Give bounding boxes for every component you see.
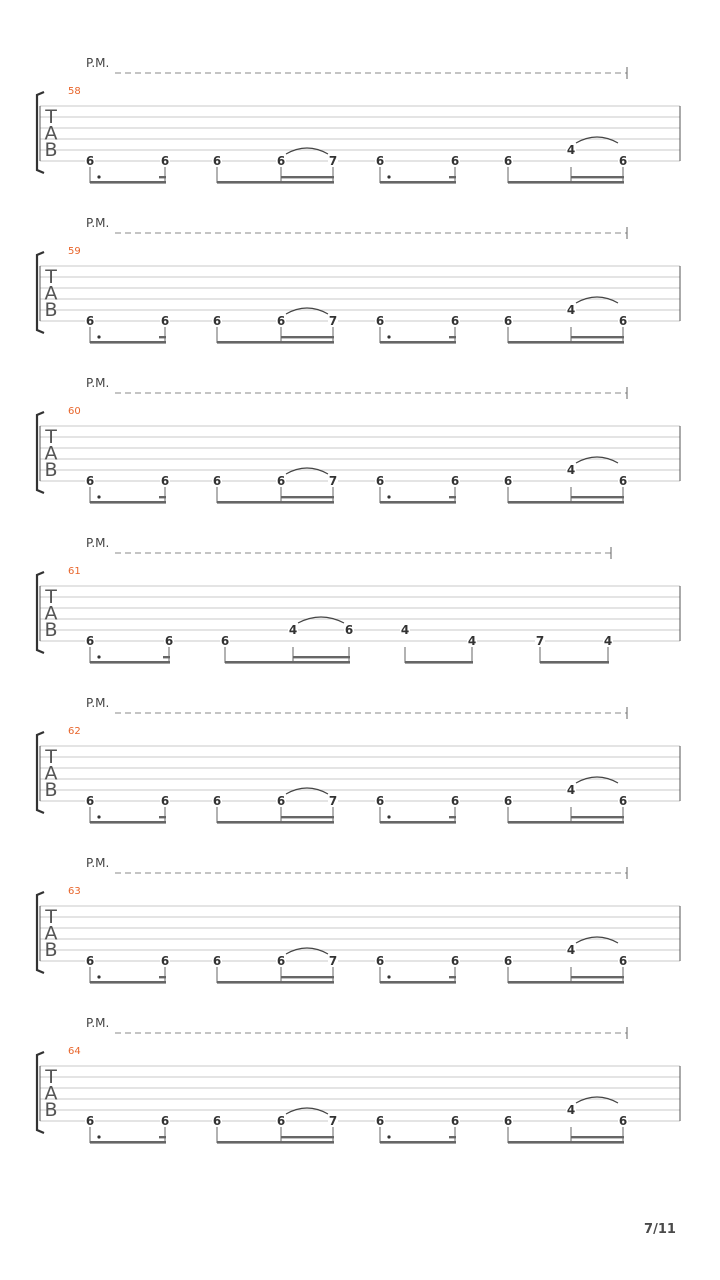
rhythm-dot <box>387 815 390 818</box>
beam-hook <box>159 976 166 978</box>
palm-mute-label: P.M. <box>86 216 110 230</box>
slur <box>286 148 328 154</box>
slur <box>286 788 328 794</box>
fret-number: 6 <box>85 794 95 808</box>
fret-number: 7 <box>535 634 545 648</box>
palm-mute-label: P.M. <box>86 696 110 710</box>
fret-number: 4 <box>566 463 576 477</box>
tab-clef-t: T <box>45 586 57 608</box>
fret-number: 6 <box>375 954 385 968</box>
rhythm-dot <box>387 175 390 178</box>
fret-number: 6 <box>160 1114 170 1128</box>
fret-number: 6 <box>450 1114 460 1128</box>
beam-hook <box>449 1136 456 1138</box>
fret-number: 6 <box>450 154 460 168</box>
fret-number: 4 <box>288 623 298 637</box>
fret-number: 6 <box>85 1114 95 1128</box>
fret-number: 6 <box>85 474 95 488</box>
fret-number: 6 <box>212 474 222 488</box>
beam <box>90 661 170 664</box>
tab-clef-b: B <box>44 139 58 161</box>
palm-mute-label: P.M. <box>86 856 110 870</box>
fret-number: 6 <box>503 794 513 808</box>
secondary-beam <box>293 656 350 658</box>
secondary-beam <box>571 176 624 178</box>
palm-mute-label: P.M. <box>86 536 110 550</box>
secondary-beam <box>571 816 624 818</box>
rhythm-dot <box>97 495 100 498</box>
tab-system-62 <box>37 696 680 824</box>
fret-number: 4 <box>603 634 613 648</box>
tab-clef-a: A <box>44 282 58 305</box>
beam <box>380 1141 456 1144</box>
fret-number: 6 <box>276 1114 286 1128</box>
beam <box>508 1141 624 1144</box>
fret-number: 6 <box>503 1114 513 1128</box>
slur <box>286 468 328 474</box>
palm-mute-label: P.M. <box>86 56 110 70</box>
slur <box>286 948 328 954</box>
measure-number: 63 <box>68 886 81 897</box>
fret-number: 4 <box>467 634 477 648</box>
fret-number: 6 <box>618 474 628 488</box>
palm-mute-label: P.M. <box>86 1016 110 1030</box>
measure-number: 64 <box>68 1046 81 1057</box>
tab-clef-b: B <box>44 619 58 641</box>
palm-mute-label: P.M. <box>86 376 110 390</box>
rhythm-dot <box>387 495 390 498</box>
beam-hook <box>449 336 456 338</box>
slur <box>576 137 618 143</box>
fret-number: 6 <box>375 154 385 168</box>
beam <box>508 501 624 504</box>
beam-hook <box>163 656 170 658</box>
beam-hook <box>159 176 166 178</box>
fret-number: 6 <box>276 154 286 168</box>
fret-number: 7 <box>328 954 338 968</box>
rhythm-dot <box>387 335 390 338</box>
beam-hook <box>449 496 456 498</box>
measure-number: 61 <box>68 566 81 577</box>
fret-number: 6 <box>160 794 170 808</box>
slur <box>286 308 328 314</box>
fret-number: 6 <box>344 623 354 637</box>
beam <box>508 341 624 344</box>
beam-hook <box>449 176 456 178</box>
fret-number: 6 <box>212 794 222 808</box>
slur <box>298 617 344 623</box>
measure-number: 60 <box>68 406 81 417</box>
secondary-beam <box>281 336 334 338</box>
beam-hook <box>449 816 456 818</box>
beam <box>217 981 334 984</box>
secondary-beam <box>281 816 334 818</box>
measure-number: 62 <box>68 726 81 737</box>
rhythm-dot <box>97 175 100 178</box>
fret-number: 6 <box>375 1114 385 1128</box>
fret-number: 6 <box>212 314 222 328</box>
beam <box>90 341 166 344</box>
fret-number: 6 <box>450 474 460 488</box>
tab-system-59 <box>37 216 680 344</box>
fret-number: 6 <box>276 794 286 808</box>
beam <box>405 661 473 664</box>
secondary-beam <box>281 496 334 498</box>
beam <box>508 181 624 184</box>
beam <box>217 181 334 184</box>
tab-clef-b: B <box>44 299 58 321</box>
fret-number: 7 <box>328 474 338 488</box>
secondary-beam <box>281 1136 334 1138</box>
fret-number: 6 <box>220 634 230 648</box>
fret-number: 6 <box>164 634 174 648</box>
beam <box>217 501 334 504</box>
rhythm-dot <box>387 1135 390 1138</box>
secondary-beam <box>281 976 334 978</box>
tab-clef-b: B <box>44 1099 58 1121</box>
fret-number: 6 <box>618 154 628 168</box>
slur <box>576 777 618 783</box>
fret-number: 4 <box>566 1103 576 1117</box>
beam <box>225 661 350 664</box>
fret-number: 7 <box>328 154 338 168</box>
fret-number: 6 <box>618 954 628 968</box>
tab-clef-b: B <box>44 779 58 801</box>
slur <box>576 297 618 303</box>
page-indicator: 7/11 <box>644 1222 676 1237</box>
beam <box>380 821 456 824</box>
secondary-beam <box>571 496 624 498</box>
fret-number: 4 <box>400 623 410 637</box>
beam <box>380 341 456 344</box>
fret-number: 6 <box>503 314 513 328</box>
beam-hook <box>159 816 166 818</box>
tab-clef-a: A <box>44 1082 58 1105</box>
fret-number: 6 <box>375 314 385 328</box>
beam <box>90 981 166 984</box>
beam <box>217 341 334 344</box>
fret-number: 6 <box>212 954 222 968</box>
tab-clef-b: B <box>44 459 58 481</box>
fret-number: 6 <box>160 954 170 968</box>
fret-number: 6 <box>212 1114 222 1128</box>
fret-number: 6 <box>618 1114 628 1128</box>
beam-hook <box>159 336 166 338</box>
tab-system-64 <box>37 1016 680 1144</box>
secondary-beam <box>571 976 624 978</box>
secondary-beam <box>571 1136 624 1138</box>
beam-hook <box>159 496 166 498</box>
beam <box>217 1141 334 1144</box>
tab-clef-a: A <box>44 922 58 945</box>
fret-number: 6 <box>85 314 95 328</box>
fret-number: 4 <box>566 303 576 317</box>
tab-system-61 <box>37 536 680 664</box>
rhythm-dot <box>387 975 390 978</box>
fret-number: 7 <box>328 794 338 808</box>
fret-number: 6 <box>618 794 628 808</box>
fret-number: 6 <box>618 314 628 328</box>
tab-clef-t: T <box>45 266 57 288</box>
tab-clef-a: A <box>44 602 58 625</box>
tab-clef-t: T <box>45 746 57 768</box>
fret-number: 6 <box>160 474 170 488</box>
tab-clef-a: A <box>44 762 58 785</box>
slur <box>576 937 618 943</box>
tab-system-60 <box>37 376 680 504</box>
fret-number: 7 <box>328 1114 338 1128</box>
fret-number: 6 <box>375 794 385 808</box>
fret-number: 6 <box>85 634 95 648</box>
fret-number: 6 <box>85 154 95 168</box>
tab-clef-a: A <box>44 122 58 145</box>
beam <box>540 661 609 664</box>
fret-number: 6 <box>160 154 170 168</box>
tab-system-58 <box>37 56 680 184</box>
fret-number: 6 <box>450 314 460 328</box>
rhythm-dot <box>97 335 100 338</box>
beam <box>380 501 456 504</box>
tab-clef-t: T <box>45 1066 57 1088</box>
rhythm-dot <box>97 655 100 658</box>
beam-hook <box>159 1136 166 1138</box>
measure-number: 58 <box>68 86 81 97</box>
beam <box>90 181 166 184</box>
fret-number: 6 <box>212 154 222 168</box>
tab-clef-t: T <box>45 906 57 928</box>
fret-number: 6 <box>276 474 286 488</box>
fret-number: 6 <box>450 794 460 808</box>
beam <box>90 821 166 824</box>
fret-number: 6 <box>85 954 95 968</box>
rhythm-dot <box>97 815 100 818</box>
beam <box>380 981 456 984</box>
slur <box>576 457 618 463</box>
measure-number: 59 <box>68 246 81 257</box>
beam <box>90 1141 166 1144</box>
rhythm-dot <box>97 1135 100 1138</box>
tab-clef-t: T <box>45 106 57 128</box>
beam <box>508 981 624 984</box>
fret-number: 7 <box>328 314 338 328</box>
slur <box>286 1108 328 1114</box>
beam <box>90 501 166 504</box>
tab-clef-a: A <box>44 442 58 465</box>
slur <box>576 1097 618 1103</box>
tab-clef-b: B <box>44 939 58 961</box>
fret-number: 6 <box>503 474 513 488</box>
beam-hook <box>449 976 456 978</box>
secondary-beam <box>571 336 624 338</box>
fret-number: 4 <box>566 143 576 157</box>
beam <box>380 181 456 184</box>
fret-number: 6 <box>276 314 286 328</box>
beam <box>508 821 624 824</box>
rhythm-dot <box>97 975 100 978</box>
fret-number: 6 <box>276 954 286 968</box>
fret-number: 4 <box>566 943 576 957</box>
fret-number: 6 <box>160 314 170 328</box>
secondary-beam <box>281 176 334 178</box>
fret-number: 4 <box>566 783 576 797</box>
fret-number: 6 <box>450 954 460 968</box>
fret-number: 6 <box>503 954 513 968</box>
tab-clef-t: T <box>45 426 57 448</box>
fret-number: 6 <box>503 154 513 168</box>
beam <box>217 821 334 824</box>
tab-system-63 <box>37 856 680 984</box>
fret-number: 6 <box>375 474 385 488</box>
